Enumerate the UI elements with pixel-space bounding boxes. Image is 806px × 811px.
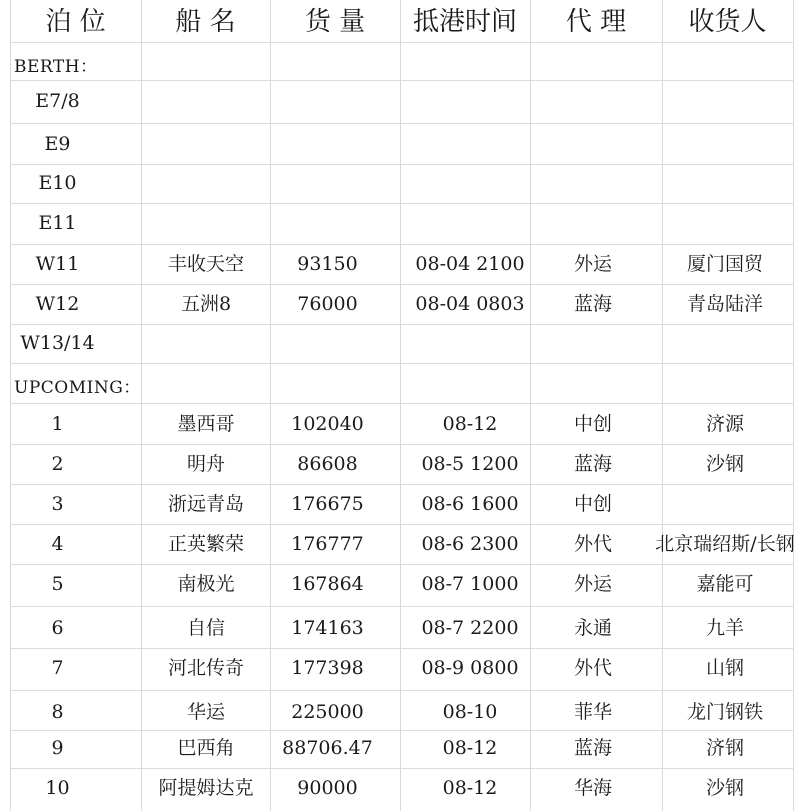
header-ship-name: 船 名 bbox=[175, 7, 236, 37]
eta-cell: 08-6 1600 bbox=[421, 493, 519, 515]
berth-cell: 7 bbox=[51, 657, 64, 679]
ship-name-cell: 阿提姆达克 bbox=[158, 777, 254, 799]
agent-cell: 蓝海 bbox=[573, 453, 612, 475]
agent-cell: 中创 bbox=[573, 413, 612, 435]
eta-cell: 08-7 1000 bbox=[421, 573, 519, 595]
quantity-cell: 225000 bbox=[291, 701, 364, 723]
ship-name-cell: 正英繁荣 bbox=[167, 533, 244, 555]
agent-cell: 华海 bbox=[573, 777, 612, 799]
quantity-cell: 174163 bbox=[291, 617, 364, 639]
ship-name-cell: 自信 bbox=[186, 617, 225, 639]
grid-line bbox=[10, 606, 793, 607]
grid-line bbox=[10, 730, 793, 731]
agent-cell: 蓝海 bbox=[573, 737, 612, 759]
quantity-cell: 177398 bbox=[291, 657, 364, 679]
consignee-cell: 济钢 bbox=[705, 737, 744, 759]
header-consignee: 收货人 bbox=[688, 7, 767, 37]
agent-cell: 外运 bbox=[573, 253, 612, 275]
berth-cell: W13/14 bbox=[20, 332, 95, 354]
upcoming-section-label: UPCOMING： bbox=[14, 378, 141, 398]
consignee-cell: 嘉能可 bbox=[696, 573, 754, 595]
grid-line bbox=[10, 164, 793, 165]
ship-name-cell: 南极光 bbox=[177, 573, 235, 595]
agent-cell: 外运 bbox=[573, 573, 612, 595]
berth-cell: 6 bbox=[51, 617, 64, 639]
eta-cell: 08-12 bbox=[442, 777, 498, 799]
consignee-cell: 厦门国贸 bbox=[686, 253, 763, 275]
berth-cell: 10 bbox=[45, 777, 70, 799]
eta-cell: 08-10 bbox=[442, 701, 498, 723]
berth-cell: E7/8 bbox=[35, 90, 80, 112]
consignee-cell: 九羊 bbox=[705, 617, 744, 639]
berth-cell: 4 bbox=[51, 533, 64, 555]
agent-cell: 菲华 bbox=[573, 701, 612, 723]
grid-line bbox=[793, 0, 794, 811]
quantity-cell: 86608 bbox=[297, 453, 358, 475]
quantity-cell: 93150 bbox=[297, 253, 358, 275]
consignee-cell: 沙钢 bbox=[705, 777, 744, 799]
berth-cell: W11 bbox=[35, 253, 80, 275]
eta-cell: 08-7 2200 bbox=[421, 617, 519, 639]
berth-cell: 5 bbox=[51, 573, 64, 595]
ship-name-cell: 河北传奇 bbox=[167, 657, 244, 679]
ship-name-cell: 浙远青岛 bbox=[167, 493, 244, 515]
quantity-cell: 176675 bbox=[291, 493, 364, 515]
ship-name-cell: 五洲8 bbox=[180, 293, 232, 315]
ship-name-cell: 丰收天空 bbox=[167, 253, 244, 275]
quantity-cell: 167864 bbox=[291, 573, 364, 595]
grid-line bbox=[10, 284, 793, 285]
eta-cell: 08-12 bbox=[442, 737, 498, 759]
quantity-cell: 102040 bbox=[291, 413, 364, 435]
consignee-cell: 济源 bbox=[705, 413, 744, 435]
agent-cell: 中创 bbox=[573, 493, 612, 515]
grid-line bbox=[10, 363, 793, 364]
berth-cell: E11 bbox=[38, 212, 77, 234]
consignee-cell: 青岛陆洋 bbox=[686, 293, 763, 315]
agent-cell: 永通 bbox=[573, 617, 612, 639]
berth-cell: 9 bbox=[51, 737, 64, 759]
ship-name-cell: 墨西哥 bbox=[177, 413, 235, 435]
grid-line bbox=[10, 524, 793, 525]
grid-line bbox=[10, 690, 793, 691]
grid-line bbox=[10, 768, 793, 769]
consignee-cell: 北京瑞绍斯/长钢 bbox=[655, 533, 795, 555]
quantity-cell: 76000 bbox=[297, 293, 358, 315]
grid-line bbox=[10, 203, 793, 204]
header-arrival-time: 抵港时间 bbox=[412, 7, 517, 37]
ship-name-cell: 明舟 bbox=[186, 453, 225, 475]
agent-cell: 蓝海 bbox=[573, 293, 612, 315]
header-agent: 代 理 bbox=[565, 7, 627, 37]
header-berth: 泊 位 bbox=[45, 7, 106, 37]
eta-cell: 08-9 0800 bbox=[421, 657, 519, 679]
eta-cell: 08-12 bbox=[442, 413, 498, 435]
berth-cell: 2 bbox=[51, 453, 64, 475]
grid-line bbox=[10, 42, 793, 43]
grid-line bbox=[10, 564, 793, 565]
agent-cell: 外代 bbox=[573, 657, 612, 679]
berth-cell: 8 bbox=[51, 701, 64, 723]
berth-cell: E9 bbox=[44, 133, 71, 155]
grid-line bbox=[10, 648, 793, 649]
agent-cell: 外代 bbox=[573, 533, 612, 555]
berth-cell: W12 bbox=[35, 293, 80, 315]
quantity-cell: 88706.47 bbox=[282, 737, 373, 759]
quantity-cell: 176777 bbox=[291, 533, 364, 555]
berth-section-label: BERTH： bbox=[14, 57, 98, 77]
grid-line bbox=[10, 244, 793, 245]
eta-cell: 08-04 0803 bbox=[415, 293, 525, 315]
ship-name-cell: 华运 bbox=[186, 701, 225, 723]
eta-cell: 08-6 2300 bbox=[421, 533, 519, 555]
berth-cell: 3 bbox=[51, 493, 64, 515]
quantity-cell: 90000 bbox=[297, 777, 358, 799]
grid-line bbox=[10, 324, 793, 325]
consignee-cell: 山钢 bbox=[705, 657, 744, 679]
grid-line bbox=[10, 484, 793, 485]
consignee-cell: 沙钢 bbox=[705, 453, 744, 475]
eta-cell: 08-5 1200 bbox=[421, 453, 519, 475]
consignee-cell: 龙门钢铁 bbox=[686, 701, 763, 723]
grid-line bbox=[10, 403, 793, 404]
grid-line bbox=[10, 123, 793, 124]
grid-line bbox=[10, 444, 793, 445]
ship-name-cell: 巴西角 bbox=[177, 737, 235, 759]
header-cargo-quantity: 货 量 bbox=[304, 7, 366, 37]
eta-cell: 08-04 2100 bbox=[415, 253, 525, 275]
berth-cell: 1 bbox=[51, 413, 64, 435]
grid-line bbox=[10, 80, 793, 81]
berth-cell: E10 bbox=[38, 172, 77, 194]
